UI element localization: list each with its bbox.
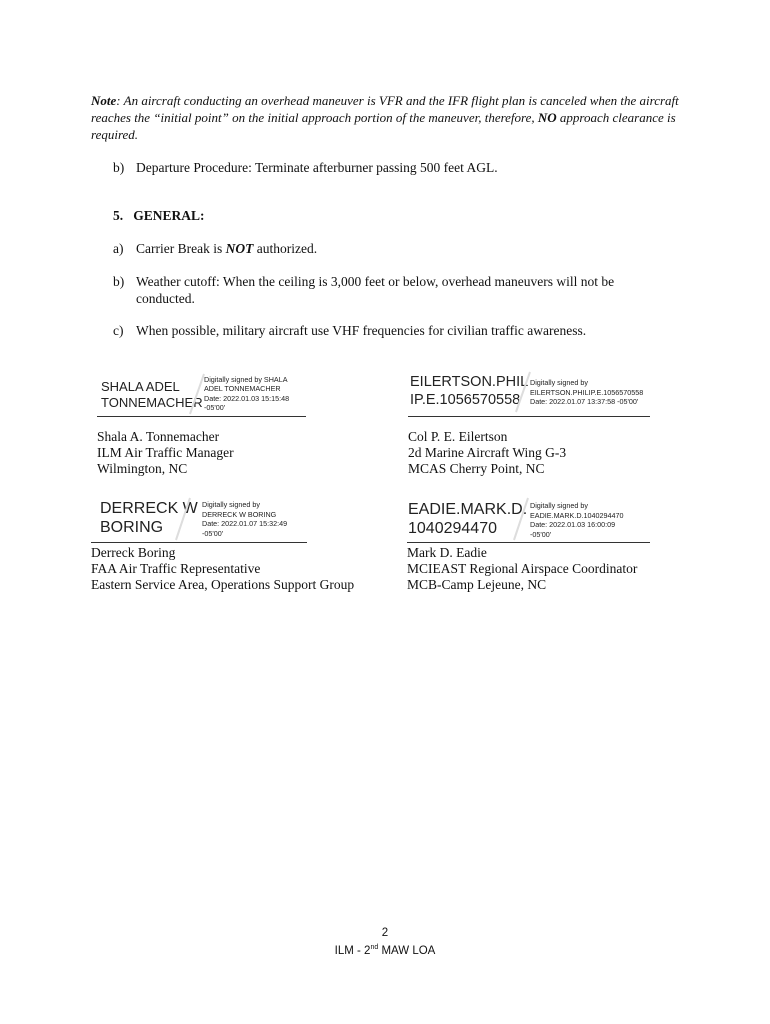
footer-prefix: ILM - 2 [334, 944, 371, 957]
signer-name: Mark D. Eadie [407, 545, 487, 560]
sig-detail-2: DERRECK W BORING [202, 510, 277, 519]
sig-stamp-line-2: 1040294470 [408, 520, 497, 537]
sig-stamp-line-1: SHALA ADEL [101, 379, 180, 394]
sig-stamp-line-1: EILERTSON.PHIL [410, 374, 529, 390]
note-paragraph [91, 92, 681, 143]
signer-info [407, 545, 637, 593]
signature-line [408, 416, 650, 417]
footer-doc-title [0, 944, 770, 957]
sig-detail-1: Digitally signed by SHALA [204, 375, 288, 384]
signer-title: 2d Marine Aircraft Wing G-3 [408, 445, 567, 460]
item-a-text-before: Carrier Break is [136, 241, 226, 256]
note-text-1: : An aircraft conducting an overhead maneuver is VFR and the IFR flight plan is canceled when the aircraft reaches the “initial point” on the initial approach portion of the maneuver, therefore, [91, 93, 679, 125]
sig-detail-1: Digitally signed by [530, 378, 588, 387]
note-label: Note [91, 93, 117, 108]
footer-suffix: MAW LOA [378, 944, 436, 957]
signer-location: MCB-Camp Lejeune, NC [407, 577, 547, 592]
sig-stamp-line-2: TONNEMACHER [101, 395, 203, 410]
signer-name: Shala A. Tonnemacher [97, 429, 220, 444]
sig-detail-3: Date: 2022.01.03 15:15:48 [204, 394, 290, 403]
signer-name: Col P. E. Eilertson [408, 429, 508, 444]
signature-line [97, 416, 306, 417]
item-a-text [136, 240, 636, 257]
item-b-label: b) [113, 274, 125, 289]
sig-detail-4: -05'00' [530, 530, 552, 539]
signature-line [407, 542, 650, 543]
signer-title: MCIEAST Regional Airspace Coordinator [407, 561, 638, 576]
sig-detail-4: -05'00' [202, 529, 224, 538]
sig-detail-4: -05'00' [204, 403, 226, 412]
sig-stamp-line-2: IP.E.1056570558 [410, 392, 521, 408]
sig-detail-3: Date: 2022.01.07 15:32:49 [202, 519, 288, 528]
item-c-text: When possible, military aircraft use VHF frequencies for civilian traffic awareness. [136, 323, 587, 338]
signer-info [408, 429, 566, 477]
item-a-emphasis: NOT [225, 241, 254, 256]
general-heading: 5. GENERAL: [113, 208, 205, 223]
sig-detail-1: Digitally signed by [530, 501, 588, 510]
signer-location: MCAS Cherry Point, NC [408, 461, 545, 476]
signer-info [97, 429, 234, 477]
item-a-label: a) [113, 241, 124, 256]
item-c-label: c) [113, 323, 124, 338]
sig-detail-2: EADIE.MARK.D.1040294470 [530, 511, 624, 520]
item-b-text: Weather cutoff: When the ceiling is 3,000 feet or below, overhead maneuvers will not be conducted. [136, 274, 615, 306]
signer-title: ILM Air Traffic Manager [97, 445, 234, 460]
sig-stamp-line-1: DERRECK W [100, 500, 198, 517]
signer-location: Wilmington, NC [97, 461, 188, 476]
item-a-text-after: authorized. [253, 241, 318, 256]
signer-location: Eastern Service Area, Operations Support Group [91, 577, 355, 592]
signature-line [91, 542, 307, 543]
sig-detail-1: Digitally signed by [202, 500, 260, 509]
sig-detail-3: Date: 2022.01.03 16:00:09 [530, 520, 616, 529]
signature-slash-mark [510, 496, 532, 542]
signer-title: FAA Air Traffic Representative [91, 561, 261, 576]
note-text-2: approach clearance is required. [91, 110, 676, 142]
sig-detail-2: EILERTSON.PHILIP.E.1056570558 [530, 388, 644, 397]
sig-detail-2: ADEL TONNEMACHER [204, 384, 281, 393]
departure-label: b) [113, 160, 125, 175]
sig-stamp-line-1: EADIE.MARK.D. [408, 501, 528, 518]
sig-detail-3: Date: 2022.01.07 13:37:58 -05'00' [530, 397, 639, 406]
page-number: 2 [381, 927, 389, 939]
sig-stamp-line-2: BORING [100, 519, 164, 536]
signer-info [91, 545, 354, 593]
footer-sup: nd [370, 944, 379, 951]
signer-name: Derreck Boring [91, 545, 176, 560]
departure-text: Departure Procedure: Terminate afterburner passing 500 feet AGL. [136, 160, 498, 175]
note-emphasis: NO [537, 110, 557, 125]
signature-slash-mark [172, 496, 194, 542]
